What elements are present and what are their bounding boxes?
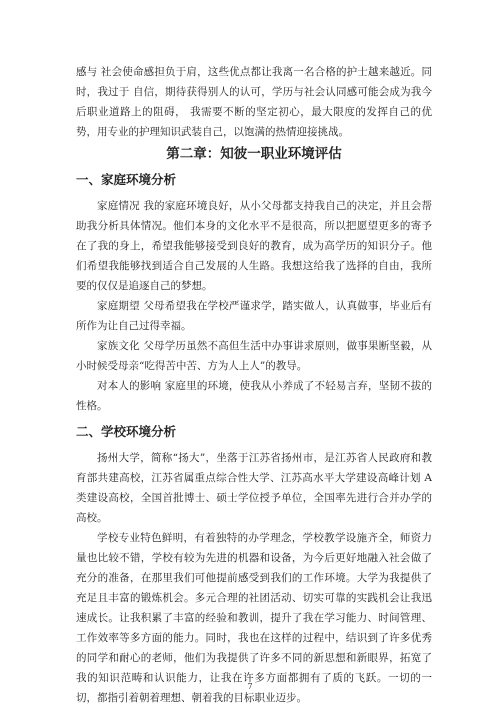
page-content xyxy=(76,62,432,708)
paragraph-family-influence: 对本人的影响 家庭里的环境，使我从小养成了不轻易言弃，坚韧不拔的性格。 xyxy=(76,380,432,412)
paragraph-family-situation: 家庭情况 我的家庭环境良好，从小父母都支持我自己的决定，并且会帮助我分析具体情况。他们本身的文化水平不是很高，所以把愿望更多的寄予在了我的身上，希望我能够接受到良好的教育，成为高学历的知识分子。他们希望我能够找到适合自己发展的人生路。我想这给我了选择的自由，我所要的仅仅是追逐自己的梦想。 xyxy=(76,200,432,292)
paragraph-family-culture: 家族文化 父母学历虽然不高但生活中办事讲求原则，做事果断坚毅，从小时候受母亲“吃得苦中苦、方为人上人”的教导。 xyxy=(76,340,432,372)
intro-paragraph: 感与 社会使命感担负于肩，这些优点都让我离一名合格的护士越来越近。同时，我过于 自信，期待获得别人的认可，学历与社会认同感可能会成为我今后职业道路上的阻碍， 我需要不断的坚定初心，最大限度的发挥自己的优势，用专业的护理知识武装自己，以饱满的热情迎接挑战。 xyxy=(76,66,432,138)
section-heading-school: 二、学校环境分析 xyxy=(76,424,177,439)
paragraph-family-expectation: 家庭期望 父母希望我在学校严谨求学，踏实做人，认真做事，毕业后有所作为让自己过得幸福。 xyxy=(76,300,432,332)
page-number: 7 xyxy=(247,682,253,691)
section-heading-family: 一、家庭环境分析 xyxy=(76,172,177,187)
chapter-title: 第二章：知彼一职业环境评估 xyxy=(166,146,342,162)
paragraph-school-intro: 扬州大学，简称“扬大”，坐落于江苏省扬州市，是江苏省人民政府和教育部共建高校，江苏省属重点综合性大学、江苏高水平大学建设高峰计划 A 类建设高校，全国首批博士、硕士学位授予单位，全国率先进行合并办学的高校。 xyxy=(76,452,432,524)
paragraph-school-features: 学校专业特色鲜明，有着独特的办学理念，学校教学设施齐全，师资力量也比较不错，学校有较为先进的机器和设备，为今后更好地融入社会做了充分的准备，在那里我们可他提前感受到我们的工作环境。大学为我提供了充足且丰富的锻炼机会。多元合理的社团活动、切实可靠的实践机会让我迅速成长。让我积累了丰富的经验和教训，提升了我在学习能力、时间管理、工作效率等多方面的能力。同时，我也在这样的过程中，结识到了许多优秀的同学和耐心的老师，他们为我提供了许多不同的新思想和新眼界，拓宽了我的知识范畴和认识能力，让我在许多方面都拥有了质的飞跃。一切的一切，都指引着朝着理想、朝着我的目标职业迈步。 xyxy=(76,532,432,704)
